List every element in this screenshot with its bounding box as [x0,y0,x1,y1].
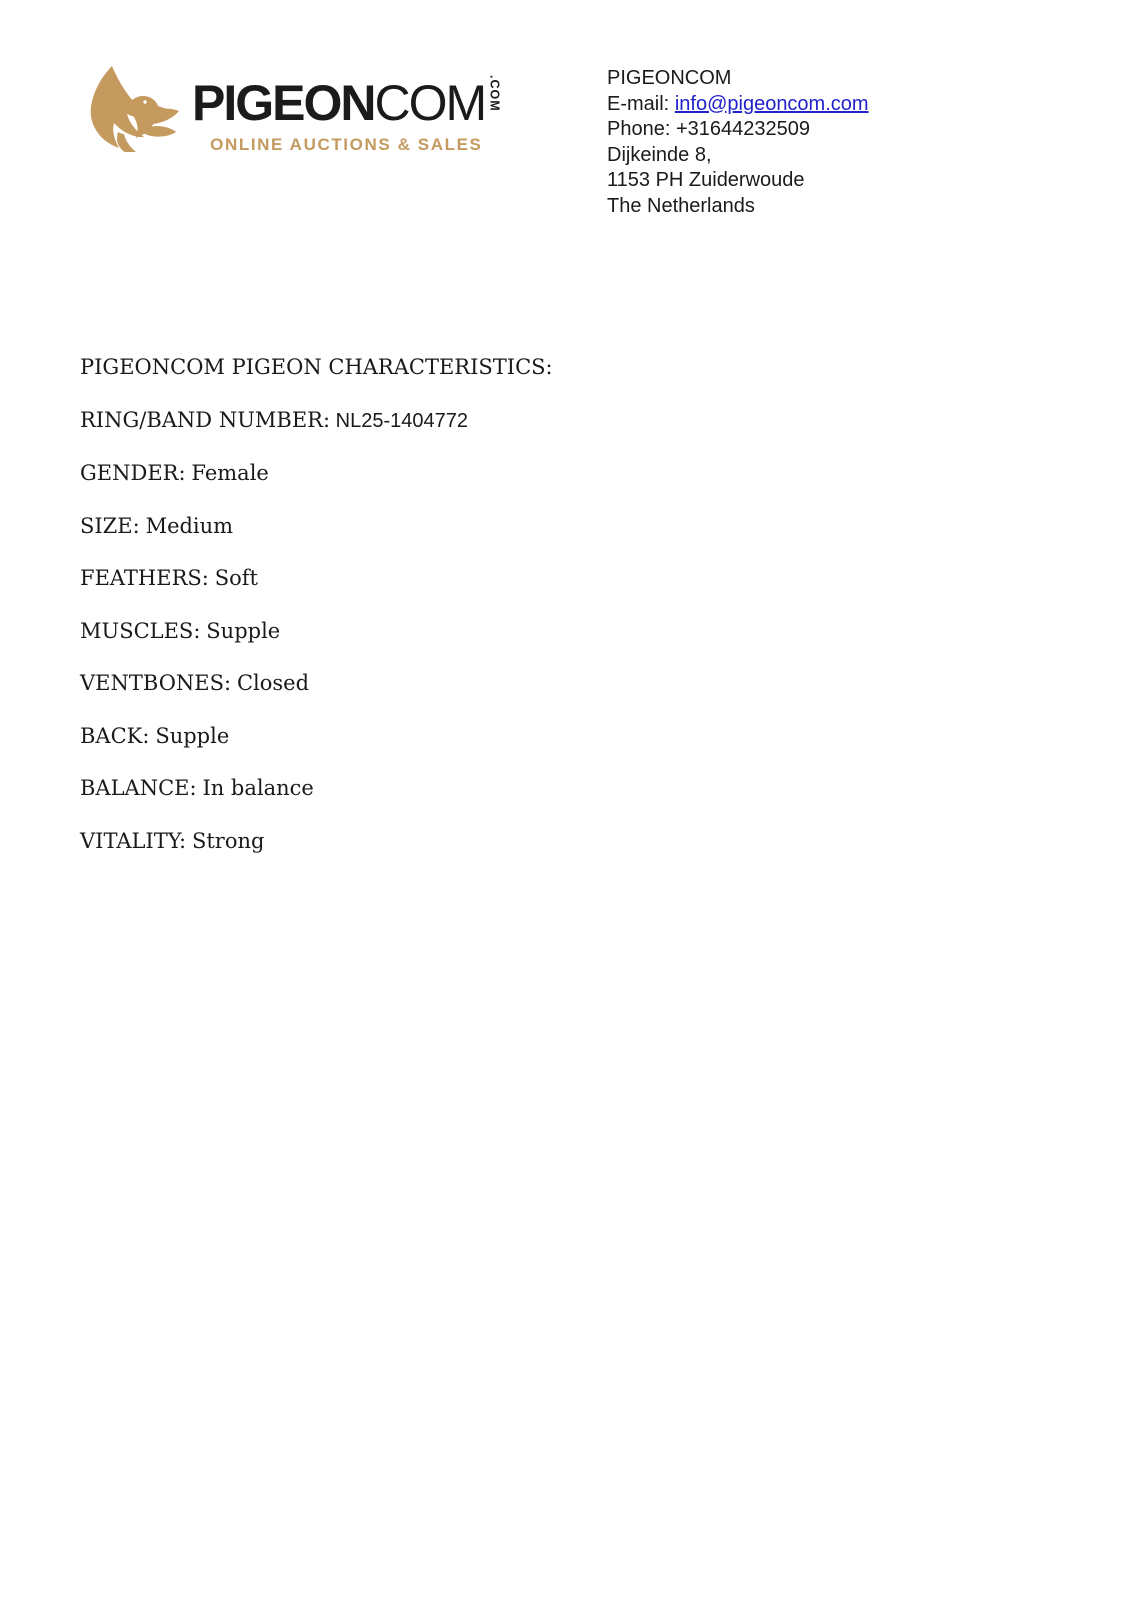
characteristic-label: MUSCLES: [80,618,201,643]
characteristic-value: NL25-1404772 [335,409,468,432]
brand-name-bold: PIGEON [192,75,375,131]
brand-tagline: ONLINE AUCTIONS & SALES [210,135,483,154]
characteristic-row-muscles [80,620,553,642]
contact-phone-line [607,117,869,143]
characteristic-value: Soft [214,566,258,590]
characteristic-label: SIZE: [80,513,140,538]
characteristic-label: BALANCE: [80,776,197,800]
logo [78,60,501,155]
characteristic-row-ventbones [80,672,553,694]
pigeon-logo-icon [78,64,190,152]
characteristic-value: Female [191,461,269,485]
characteristic-label: BACK: [80,723,150,748]
contact-company: PIGEONCOM [607,67,732,89]
characteristic-row-ring-band-number [80,409,553,432]
characteristic-label: FEATHERS: [80,566,209,590]
characteristic-row-gender [80,462,553,484]
characteristic-value: Closed [236,671,310,695]
brand-name-light: COM [374,75,486,131]
email-label: E-mail: [607,92,670,115]
characteristic-label: RING/BAND NUMBER: [80,407,331,432]
characteristic-value: Strong [191,828,265,853]
email-link[interactable]: info@pigeoncom.com [674,92,869,115]
characteristic-row-feathers [80,567,553,589]
characteristic-value: In balance [202,776,314,800]
characteristic-row-vitality [80,830,553,852]
brand-wordmark [192,75,502,131]
characteristic-value: Supple [206,618,281,643]
address-line-3: The Netherlands [607,194,755,217]
characteristic-row-back [80,725,553,747]
address-line-1: Dijkeinde 8, [607,143,712,166]
characteristics-list [80,356,553,882]
characteristic-label: VITALITY: [80,828,187,853]
wordmark-column [192,60,501,155]
contact-block [607,66,869,219]
address-line-2: 1153 PH Zuiderwoude [607,169,805,191]
brand-dotcom-vertical: .COM [487,75,502,112]
characteristics-title: PIGEONCOM PIGEON CHARACTERISTICS: [80,355,553,379]
phone-label: Phone: [607,118,671,140]
contact-email-line [607,92,869,118]
characteristic-row-balance [80,777,553,799]
characteristic-value: Medium [145,513,234,538]
phone-number: +31644232509 [675,118,811,140]
characteristic-label: VENTBONES: [80,671,232,695]
characteristic-label: GENDER: [80,461,186,485]
characteristic-value: Supple [155,723,230,748]
characteristic-row-size [80,515,553,537]
